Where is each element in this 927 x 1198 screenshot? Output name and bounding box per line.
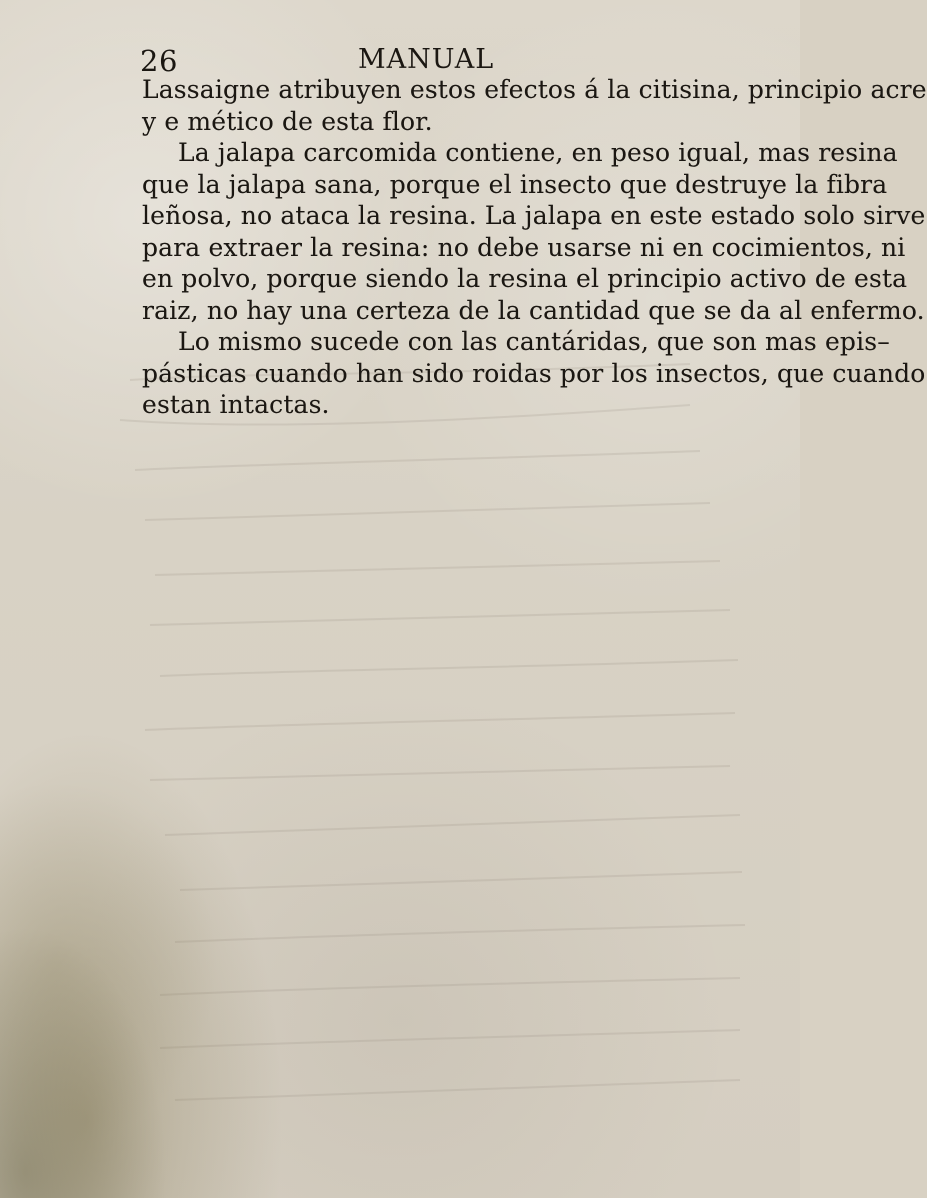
- body-line-2: y e mético de esta flor.: [142, 106, 433, 136]
- body-line-11: estan intactas.: [142, 390, 330, 419]
- body-line-7: en polvo, porque siendo la resina el principio activo de esta: [142, 264, 908, 293]
- page-body-text: [142, 74, 927, 421]
- body-line-9: Lo mismo sucede con las cantáridas, que son mas epis–: [178, 327, 890, 356]
- body-line-5: leñosa, no ataca la resina. La jalapa en este estado solo sirve: [142, 201, 926, 230]
- page-number: 26: [140, 44, 178, 78]
- body-line-8: raiz, no hay una certeza de la cantidad que se da al enfermo.: [142, 295, 925, 325]
- body-line-3: La jalapa carcomida contiene, en peso igual, mas resina: [178, 138, 898, 167]
- body-line-6: para extraer la resina: no debe usarse ni en cocimientos, ni: [142, 232, 906, 262]
- body-line-1: Lassaigne atribuyen estos efectos á la citisina, principio acre: [142, 75, 927, 104]
- body-line-4: que la jalapa sana, porque el insecto que destruye la fibra: [142, 169, 888, 199]
- body-line-10: pásticas cuando han sido roidas por los insectos, que cuando: [142, 358, 926, 388]
- running-head: MANUAL: [358, 44, 495, 75]
- paper-stain: [0, 678, 310, 1198]
